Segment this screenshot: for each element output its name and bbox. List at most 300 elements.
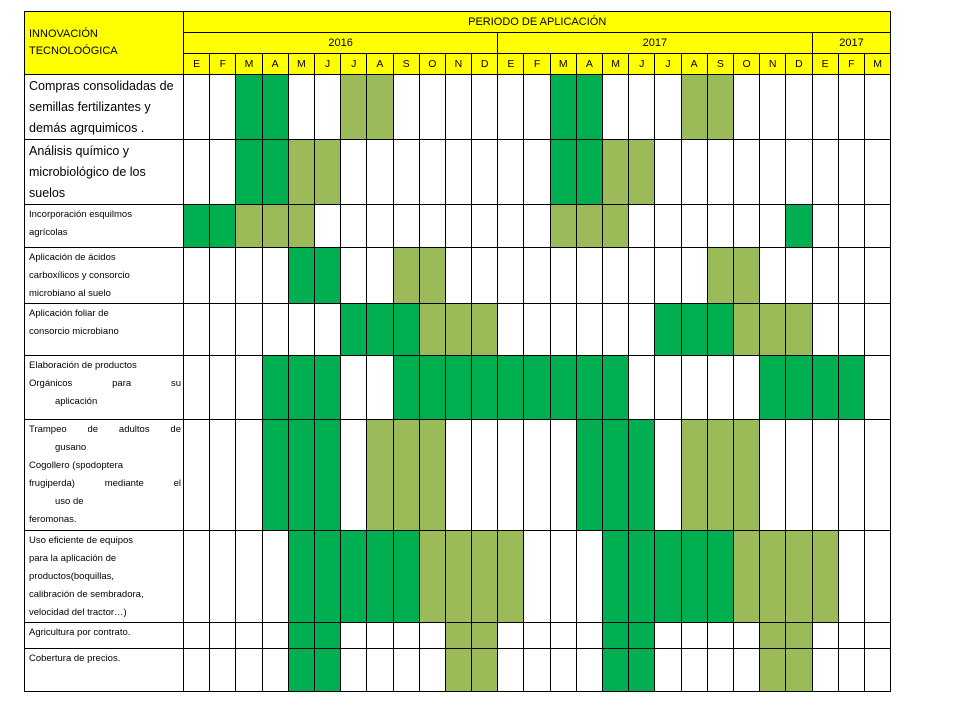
schedule-cell-dark-green <box>707 304 733 356</box>
schedule-cell-empty <box>812 75 838 140</box>
schedule-cell-empty <box>210 649 236 692</box>
activity-label-line: Uso eficiente de equipos <box>29 535 134 546</box>
schedule-cell-empty <box>472 140 498 205</box>
activity-label-line: Compras consolidadas de <box>29 79 174 93</box>
schedule-cell-empty <box>498 649 524 692</box>
schedule-cell-dark-green <box>314 420 340 531</box>
activity-label-line: Cogollero (spodoptera <box>29 460 124 471</box>
schedule-cell-empty <box>419 140 445 205</box>
schedule-cell-empty <box>210 420 236 531</box>
schedule-cell-empty <box>707 205 733 248</box>
schedule-cell-light-green <box>288 140 314 205</box>
month-header: M <box>288 54 314 75</box>
schedule-cell-light-green <box>262 205 288 248</box>
year-header: 2017 <box>498 33 812 54</box>
schedule-cell-empty <box>786 75 812 140</box>
year-header: 2016 <box>184 33 498 54</box>
schedule-cell-empty <box>184 75 210 140</box>
month-header: M <box>550 54 576 75</box>
month-header: M <box>236 54 262 75</box>
schedule-cell-light-green <box>786 649 812 692</box>
schedule-cell-empty <box>314 75 340 140</box>
month-header: N <box>445 54 471 75</box>
activity-label-line: agrícolas <box>29 227 68 238</box>
schedule-cell-empty <box>184 356 210 420</box>
schedule-cell-empty <box>210 75 236 140</box>
schedule-cell-empty <box>812 420 838 531</box>
schedule-cell-empty <box>864 649 891 692</box>
schedule-cell-dark-green <box>288 623 314 649</box>
schedule-cell-light-green <box>472 531 498 623</box>
schedule-cell-dark-green <box>288 356 314 420</box>
schedule-cell-light-green <box>445 531 471 623</box>
schedule-cell-empty <box>524 623 550 649</box>
activity-row <box>25 649 891 692</box>
schedule-cell-dark-green <box>629 649 655 692</box>
schedule-cell-dark-green <box>341 304 367 356</box>
schedule-cell-empty <box>262 248 288 304</box>
schedule-cell-dark-green <box>707 531 733 623</box>
month-header: D <box>472 54 498 75</box>
schedule-cell-empty <box>524 531 550 623</box>
schedule-cell-dark-green <box>498 356 524 420</box>
schedule-cell-light-green <box>236 205 262 248</box>
schedule-cell-dark-green <box>288 649 314 692</box>
schedule-cell-light-green <box>393 420 419 531</box>
schedule-cell-empty <box>786 420 812 531</box>
schedule-cell-empty <box>760 75 786 140</box>
schedule-cell-empty <box>681 248 707 304</box>
month-header: J <box>629 54 655 75</box>
activity-label <box>25 531 184 623</box>
schedule-cell-empty <box>445 248 471 304</box>
schedule-cell-empty <box>655 75 681 140</box>
schedule-cell-empty <box>314 205 340 248</box>
activity-label <box>25 420 184 531</box>
schedule-cell-empty <box>236 420 262 531</box>
schedule-cell-empty <box>812 304 838 356</box>
schedule-cell-empty <box>864 75 891 140</box>
activity-label-line: frugiperda) mediante el <box>29 478 181 489</box>
schedule-cell-dark-green <box>288 531 314 623</box>
schedule-cell-empty <box>367 140 393 205</box>
schedule-cell-empty <box>341 205 367 248</box>
schedule-cell-empty <box>655 623 681 649</box>
schedule-cell-empty <box>576 531 602 623</box>
activity-row <box>25 205 891 248</box>
activity-label <box>25 248 184 304</box>
schedule-cell-dark-green <box>419 356 445 420</box>
schedule-cell-empty <box>262 649 288 692</box>
schedule-cell-dark-green <box>262 140 288 205</box>
activity-column-header: INNOVACIÓN TECNOLOÓGICA <box>25 12 184 75</box>
activity-label-line: microbiológico de los <box>29 165 146 179</box>
schedule-cell-light-green <box>367 75 393 140</box>
schedule-cell-empty <box>498 420 524 531</box>
schedule-cell-empty <box>864 140 891 205</box>
activity-label-line: feromonas. <box>29 514 77 525</box>
month-header: S <box>393 54 419 75</box>
schedule-cell-empty <box>262 531 288 623</box>
schedule-cell-empty <box>655 649 681 692</box>
schedule-cell-empty <box>524 649 550 692</box>
schedule-cell-empty <box>210 248 236 304</box>
schedule-cell-empty <box>786 248 812 304</box>
schedule-cell-empty <box>262 623 288 649</box>
schedule-cell-light-green <box>786 304 812 356</box>
year-header: 2017 <box>812 33 891 54</box>
schedule-cell-dark-green <box>393 531 419 623</box>
schedule-cell-empty <box>472 75 498 140</box>
schedule-cell-empty <box>341 623 367 649</box>
schedule-cell-light-green <box>288 205 314 248</box>
schedule-cell-empty <box>445 75 471 140</box>
month-header: D <box>786 54 812 75</box>
schedule-cell-empty <box>550 623 576 649</box>
schedule-cell-light-green <box>367 420 393 531</box>
schedule-cell-light-green <box>733 248 759 304</box>
schedule-cell-empty <box>550 304 576 356</box>
schedule-cell-light-green <box>341 75 367 140</box>
month-header: S <box>707 54 733 75</box>
schedule-cell-empty <box>341 140 367 205</box>
schedule-cell-empty <box>760 248 786 304</box>
schedule-cell-empty <box>550 420 576 531</box>
activity-label <box>25 140 184 205</box>
schedule-cell-dark-green <box>367 304 393 356</box>
schedule-cell-empty <box>314 304 340 356</box>
schedule-cell-empty <box>629 75 655 140</box>
schedule-cell-empty <box>288 304 314 356</box>
schedule-cell-light-green <box>419 248 445 304</box>
schedule-cell-light-green <box>733 420 759 531</box>
activity-label-line: semillas fertilizantes y <box>29 100 151 114</box>
schedule-cell-dark-green <box>314 356 340 420</box>
gantt-schedule-table <box>24 11 891 692</box>
schedule-cell-light-green <box>393 248 419 304</box>
schedule-cell-light-green <box>812 531 838 623</box>
schedule-cell-light-green <box>576 205 602 248</box>
schedule-cell-empty <box>681 356 707 420</box>
activity-label-line: consorcio microbiano <box>29 326 119 337</box>
schedule-cell-empty <box>184 531 210 623</box>
schedule-cell-empty <box>629 356 655 420</box>
schedule-cell-empty <box>341 649 367 692</box>
schedule-cell-empty <box>367 205 393 248</box>
activity-label-line: suelos <box>29 186 66 200</box>
header-row-period <box>25 12 891 33</box>
schedule-cell-empty <box>524 140 550 205</box>
schedule-cell-dark-green <box>288 420 314 531</box>
schedule-cell-empty <box>681 205 707 248</box>
schedule-cell-empty <box>550 248 576 304</box>
schedule-cell-light-green <box>760 531 786 623</box>
schedule-cell-light-green <box>681 75 707 140</box>
schedule-cell-empty <box>210 356 236 420</box>
schedule-cell-empty <box>184 420 210 531</box>
schedule-cell-empty <box>367 248 393 304</box>
schedule-cell-empty <box>393 140 419 205</box>
schedule-cell-empty <box>707 356 733 420</box>
schedule-cell-dark-green <box>629 623 655 649</box>
activity-label-line: microbiano al suelo <box>29 288 111 299</box>
schedule-cell-dark-green <box>288 248 314 304</box>
schedule-cell-empty <box>864 356 891 420</box>
schedule-cell-light-green <box>733 304 759 356</box>
month-header: A <box>681 54 707 75</box>
schedule-cell-empty <box>603 304 629 356</box>
schedule-cell-empty <box>341 356 367 420</box>
schedule-cell-empty <box>655 248 681 304</box>
schedule-cell-light-green <box>681 420 707 531</box>
schedule-cell-empty <box>367 623 393 649</box>
activity-label-line: Trampeo de adultos de <box>29 424 181 435</box>
activity-label-line: para la aplicación de <box>29 553 117 564</box>
schedule-cell-empty <box>472 420 498 531</box>
schedule-cell-empty <box>288 75 314 140</box>
schedule-cell-empty <box>184 140 210 205</box>
schedule-cell-empty <box>341 420 367 531</box>
schedule-cell-empty <box>838 205 864 248</box>
schedule-cell-empty <box>760 140 786 205</box>
schedule-cell-empty <box>472 248 498 304</box>
schedule-cell-dark-green <box>576 75 602 140</box>
schedule-cell-empty <box>236 649 262 692</box>
schedule-cell-empty <box>576 304 602 356</box>
schedule-cell-dark-green <box>603 531 629 623</box>
schedule-cell-empty <box>419 623 445 649</box>
month-header: M <box>864 54 891 75</box>
schedule-cell-light-green <box>707 420 733 531</box>
schedule-cell-empty <box>655 140 681 205</box>
month-header: E <box>184 54 210 75</box>
schedule-cell-empty <box>733 205 759 248</box>
schedule-cell-dark-green <box>655 304 681 356</box>
schedule-cell-dark-green <box>576 140 602 205</box>
schedule-cell-light-green <box>786 531 812 623</box>
schedule-cell-light-green <box>419 304 445 356</box>
schedule-cell-light-green <box>445 649 471 692</box>
month-header: N <box>760 54 786 75</box>
activity-label-line: Análisis químico y <box>29 144 130 158</box>
activity-label-line: carboxílicos y consorcio <box>29 270 130 281</box>
activity-label-line: Elaboración de productos <box>29 360 137 371</box>
schedule-cell-dark-green <box>262 75 288 140</box>
schedule-cell-empty <box>367 356 393 420</box>
schedule-cell-dark-green <box>472 356 498 420</box>
activity-label <box>25 205 184 248</box>
schedule-cell-light-green <box>629 140 655 205</box>
schedule-cell-empty <box>733 140 759 205</box>
activity-label <box>25 356 184 420</box>
schedule-cell-empty <box>629 205 655 248</box>
schedule-cell-dark-green <box>603 420 629 531</box>
schedule-cell-dark-green <box>603 623 629 649</box>
schedule-cell-light-green <box>472 649 498 692</box>
schedule-cell-empty <box>655 420 681 531</box>
schedule-cell-empty <box>236 356 262 420</box>
schedule-cell-dark-green <box>681 531 707 623</box>
activity-label <box>25 75 184 140</box>
schedule-cell-dark-green <box>576 420 602 531</box>
activity-label-line: velocidad del tractor…) <box>29 607 127 618</box>
schedule-cell-empty <box>629 248 655 304</box>
schedule-cell-dark-green <box>236 75 262 140</box>
activity-label <box>25 649 184 692</box>
schedule-cell-dark-green <box>184 205 210 248</box>
schedule-cell-empty <box>210 304 236 356</box>
activity-label-line: Agricultura por contrato. <box>29 627 131 638</box>
schedule-cell-empty <box>838 531 864 623</box>
schedule-cell-dark-green <box>341 531 367 623</box>
schedule-cell-light-green <box>760 649 786 692</box>
schedule-cell-empty <box>393 649 419 692</box>
schedule-cell-empty <box>838 420 864 531</box>
schedule-cell-dark-green <box>681 304 707 356</box>
schedule-cell-empty <box>629 304 655 356</box>
schedule-cell-empty <box>760 420 786 531</box>
month-header: A <box>367 54 393 75</box>
schedule-cell-empty <box>786 140 812 205</box>
schedule-cell-empty <box>838 623 864 649</box>
schedule-cell-dark-green <box>524 356 550 420</box>
month-header: A <box>576 54 602 75</box>
schedule-cell-empty <box>236 623 262 649</box>
schedule-cell-empty <box>498 205 524 248</box>
schedule-cell-empty <box>812 623 838 649</box>
schedule-cell-dark-green <box>812 356 838 420</box>
schedule-cell-dark-green <box>262 356 288 420</box>
schedule-cell-empty <box>864 420 891 531</box>
schedule-cell-empty <box>524 248 550 304</box>
schedule-cell-empty <box>184 623 210 649</box>
schedule-cell-empty <box>812 140 838 205</box>
schedule-cell-empty <box>184 248 210 304</box>
activity-label-line: Aplicación foliar de <box>29 308 109 319</box>
schedule-cell-empty <box>236 304 262 356</box>
schedule-cell-empty <box>210 140 236 205</box>
month-header: O <box>419 54 445 75</box>
schedule-cell-empty <box>393 623 419 649</box>
schedule-cell-dark-green <box>629 420 655 531</box>
schedule-cell-empty <box>838 75 864 140</box>
month-header: M <box>603 54 629 75</box>
schedule-cell-dark-green <box>445 356 471 420</box>
schedule-cell-dark-green <box>367 531 393 623</box>
schedule-cell-empty <box>498 140 524 205</box>
schedule-cell-light-green <box>498 531 524 623</box>
schedule-cell-empty <box>707 140 733 205</box>
schedule-cell-dark-green <box>314 649 340 692</box>
period-header: PERIODO DE APLICACIÓN <box>184 12 891 33</box>
schedule-cell-empty <box>864 248 891 304</box>
activity-label <box>25 623 184 649</box>
schedule-cell-empty <box>341 248 367 304</box>
activity-row <box>25 140 891 205</box>
schedule-cell-empty <box>655 205 681 248</box>
schedule-cell-dark-green <box>314 248 340 304</box>
schedule-cell-empty <box>550 531 576 623</box>
schedule-cell-empty <box>472 205 498 248</box>
schedule-cell-empty <box>603 75 629 140</box>
month-header: F <box>838 54 864 75</box>
schedule-cell-empty <box>524 420 550 531</box>
month-header: O <box>733 54 759 75</box>
schedule-cell-empty <box>864 304 891 356</box>
activity-label-line: demás agrquimicos . <box>29 121 145 135</box>
schedule-cell-light-green <box>419 531 445 623</box>
schedule-cell-dark-green <box>236 140 262 205</box>
schedule-cell-empty <box>367 649 393 692</box>
schedule-cell-empty <box>393 205 419 248</box>
schedule-cell-empty <box>838 140 864 205</box>
month-header: E <box>812 54 838 75</box>
schedule-cell-empty <box>184 304 210 356</box>
schedule-cell-light-green <box>603 140 629 205</box>
schedule-cell-dark-green <box>603 356 629 420</box>
activity-row <box>25 623 891 649</box>
schedule-cell-light-green <box>314 140 340 205</box>
schedule-cell-empty <box>576 248 602 304</box>
schedule-cell-dark-green <box>550 140 576 205</box>
schedule-cell-empty <box>236 248 262 304</box>
schedule-cell-dark-green <box>760 356 786 420</box>
schedule-cell-dark-green <box>550 75 576 140</box>
activity-row <box>25 420 891 531</box>
schedule-cell-empty <box>498 248 524 304</box>
schedule-cell-dark-green <box>262 420 288 531</box>
schedule-cell-empty <box>655 356 681 420</box>
schedule-cell-light-green <box>707 75 733 140</box>
month-header: J <box>655 54 681 75</box>
schedule-cell-dark-green <box>603 649 629 692</box>
schedule-cell-empty <box>707 649 733 692</box>
activity-label-line: gusano <box>55 442 87 453</box>
schedule-cell-empty <box>498 75 524 140</box>
schedule-cell-light-green <box>472 304 498 356</box>
schedule-cell-empty <box>864 205 891 248</box>
schedule-cell-dark-green <box>576 356 602 420</box>
schedule-cell-empty <box>445 205 471 248</box>
schedule-cell-empty <box>838 649 864 692</box>
schedule-cell-light-green <box>445 623 471 649</box>
activity-row <box>25 304 891 356</box>
schedule-cell-empty <box>184 649 210 692</box>
schedule-cell-empty <box>707 623 733 649</box>
schedule-cell-empty <box>419 75 445 140</box>
schedule-cell-empty <box>681 649 707 692</box>
activity-row <box>25 531 891 623</box>
activity-label-line: Orgánicos para su <box>29 378 181 389</box>
schedule-cell-empty <box>733 649 759 692</box>
schedule-cell-empty <box>603 248 629 304</box>
schedule-cell-light-green <box>733 531 759 623</box>
schedule-cell-empty <box>262 304 288 356</box>
schedule-cell-light-green <box>419 420 445 531</box>
schedule-cell-dark-green <box>838 356 864 420</box>
schedule-cell-empty <box>864 531 891 623</box>
schedule-cell-dark-green <box>393 304 419 356</box>
schedule-cell-empty <box>864 623 891 649</box>
schedule-cell-empty <box>524 304 550 356</box>
activity-label-line: Cobertura de precios. <box>29 653 121 664</box>
schedule-cell-dark-green <box>314 531 340 623</box>
schedule-cell-empty <box>524 75 550 140</box>
activity-row <box>25 356 891 420</box>
schedule-cell-empty <box>838 248 864 304</box>
schedule-cell-light-green <box>472 623 498 649</box>
month-header: F <box>524 54 550 75</box>
